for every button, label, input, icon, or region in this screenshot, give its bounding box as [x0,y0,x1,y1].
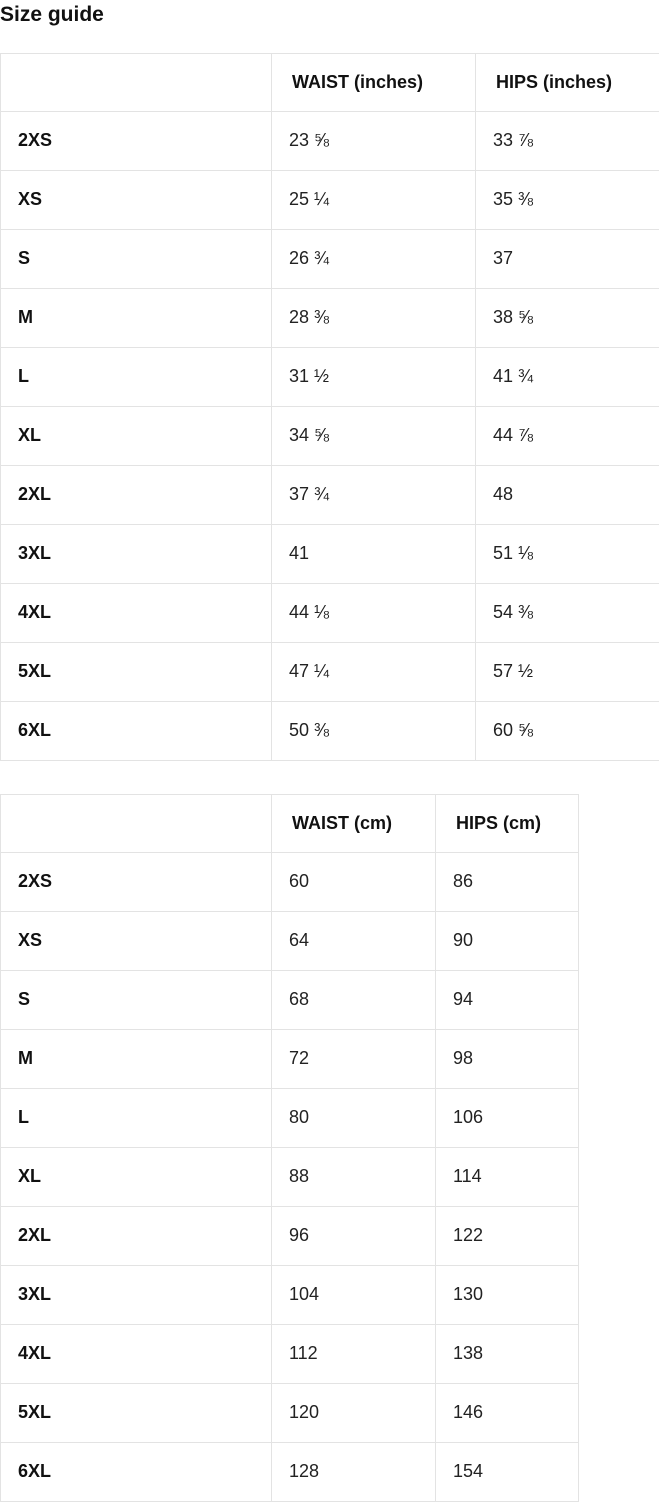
waist-value: 120 [272,1384,436,1443]
hips-value: 98 [436,1030,579,1089]
table-row [1,1089,579,1148]
table-row [1,1266,579,1325]
table-row [1,1207,579,1266]
size-table-inches [0,53,659,761]
table-row [1,525,659,584]
table-row [1,407,659,466]
table-row [1,289,659,348]
waist-value: 60 [272,853,436,912]
table-row [1,912,579,971]
waist-value: 47 ¼ [272,643,476,702]
table-row [1,853,579,912]
table-row [1,230,659,289]
hips-value: 146 [436,1384,579,1443]
size-label: XS [1,171,272,230]
page-title: Size guide [0,2,659,28]
waist-value: 88 [272,1148,436,1207]
size-label: M [1,289,272,348]
size-label: 2XS [1,112,272,171]
waist-cm-column-header: WAIST (cm) [272,795,436,853]
hips-value: 154 [436,1443,579,1502]
size-column-header [1,795,272,853]
size-label: 4XL [1,1325,272,1384]
waist-value: 112 [272,1325,436,1384]
table-row [1,971,579,1030]
table-row [1,584,659,643]
waist-value: 25 ¼ [272,171,476,230]
size-label: S [1,230,272,289]
hips-value: 44 ⅞ [476,407,659,466]
table-row [1,1443,579,1502]
hips-value: 41 ¾ [476,348,659,407]
table-row [1,112,659,171]
size-label: 2XS [1,853,272,912]
table-row [1,1148,579,1207]
table-row [1,466,659,525]
hips-value: 86 [436,853,579,912]
hips-value: 57 ½ [476,643,659,702]
hips-value: 114 [436,1148,579,1207]
waist-value: 68 [272,971,436,1030]
table-row [1,171,659,230]
size-label: 2XL [1,466,272,525]
hips-value: 138 [436,1325,579,1384]
waist-value: 64 [272,912,436,971]
hips-value: 37 [476,230,659,289]
size-label: XS [1,912,272,971]
table-row [1,1030,579,1089]
waist-inches-column-header: WAIST (inches) [272,54,476,112]
hips-value: 130 [436,1266,579,1325]
table-row [1,1325,579,1384]
waist-value: 28 ⅜ [272,289,476,348]
hips-value: 51 ⅛ [476,525,659,584]
size-column-header [1,54,272,112]
hips-inches-column-header: HIPS (inches) [476,54,659,112]
size-label: S [1,971,272,1030]
waist-value: 96 [272,1207,436,1266]
hips-value: 33 ⅞ [476,112,659,171]
hips-value: 122 [436,1207,579,1266]
waist-value: 128 [272,1443,436,1502]
size-table-cm [0,794,579,1502]
size-label: L [1,1089,272,1148]
size-label: 6XL [1,702,272,761]
size-label: L [1,348,272,407]
table-row [1,702,659,761]
waist-value: 34 ⅝ [272,407,476,466]
table-row [1,1384,579,1443]
size-label: 3XL [1,525,272,584]
waist-value: 31 ½ [272,348,476,407]
waist-value: 72 [272,1030,436,1089]
size-label: M [1,1030,272,1089]
waist-value: 44 ⅛ [272,584,476,643]
size-label: XL [1,1148,272,1207]
hips-value: 48 [476,466,659,525]
size-label: 6XL [1,1443,272,1502]
hips-value: 54 ⅜ [476,584,659,643]
waist-value: 41 [272,525,476,584]
size-label: 4XL [1,584,272,643]
waist-value: 50 ⅜ [272,702,476,761]
table-header-row [1,54,659,112]
size-label: XL [1,407,272,466]
table-row [1,348,659,407]
table-header-row [1,795,579,853]
table-row [1,643,659,702]
waist-value: 104 [272,1266,436,1325]
hips-value: 38 ⅝ [476,289,659,348]
hips-value: 90 [436,912,579,971]
waist-value: 23 ⅝ [272,112,476,171]
hips-value: 60 ⅝ [476,702,659,761]
size-label: 5XL [1,643,272,702]
hips-value: 94 [436,971,579,1030]
waist-value: 37 ¾ [272,466,476,525]
size-label: 3XL [1,1266,272,1325]
hips-cm-column-header: HIPS (cm) [436,795,579,853]
waist-value: 26 ¾ [272,230,476,289]
waist-value: 80 [272,1089,436,1148]
size-label: 2XL [1,1207,272,1266]
size-label: 5XL [1,1384,272,1443]
hips-value: 35 ⅜ [476,171,659,230]
hips-value: 106 [436,1089,579,1148]
